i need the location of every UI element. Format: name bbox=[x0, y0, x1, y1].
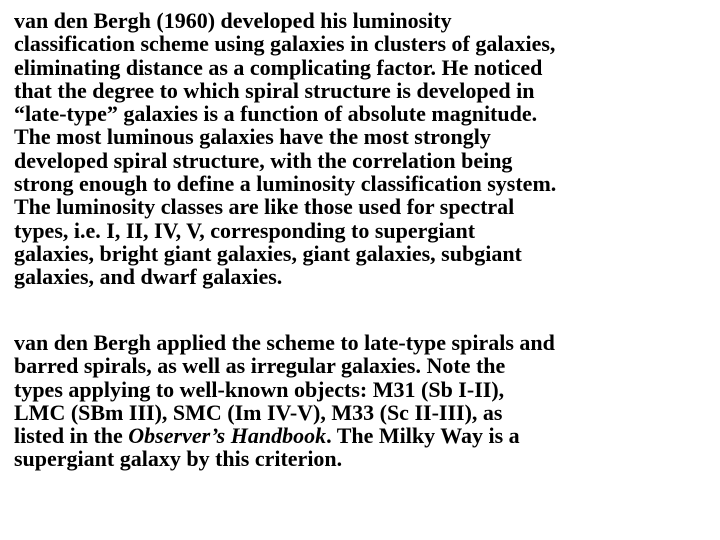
text-line: LMC (SBm III), SMC (Im IV-V), M33 (Sc II-III), as bbox=[14, 399, 503, 425]
text-line: that the degree to which spiral structure is developed in bbox=[14, 77, 535, 103]
text-line: “late-type” galaxies is a function of absolute magnitude. bbox=[14, 101, 538, 127]
text-line: The most luminous galaxies have the most strongly bbox=[14, 124, 491, 150]
text-line-with-citation bbox=[14, 424, 714, 447]
text-line: types, i.e. I, II, IV, V, corresponding to supergiant bbox=[14, 217, 476, 243]
text-line: eliminating distance as a complicating factor. He noticed bbox=[14, 54, 543, 80]
text-line: galaxies, bright giant galaxies, giant galaxies, subgiant bbox=[14, 240, 522, 266]
text-line: developed spiral structure, with the correlation being bbox=[14, 147, 513, 173]
text-line: strong enough to define a luminosity classification system. bbox=[14, 171, 557, 197]
text-line: barred spirals, as well as irregular galaxies. Note the bbox=[14, 353, 506, 379]
paragraph-scheme-application bbox=[14, 331, 714, 471]
text-line: van den Bergh applied the scheme to late-type spirals and bbox=[14, 330, 555, 355]
paragraph-luminosity-classification bbox=[14, 9, 714, 289]
book-title: Observer’s Handbook bbox=[128, 423, 327, 449]
text-line: types applying to well-known objects: M31 (Sb I-II), bbox=[14, 376, 505, 402]
text-fragment: listed in the bbox=[14, 423, 129, 449]
text-line: galaxies, and dwarf galaxies. bbox=[14, 264, 283, 290]
text-line: The luminosity classes are like those used for spectral bbox=[14, 194, 515, 220]
text-line: van den Bergh (1960) developed his luminosity bbox=[14, 8, 452, 33]
text-line: supergiant galaxy by this criterion. bbox=[14, 446, 343, 472]
text-fragment: . The Milky Way is a bbox=[326, 423, 520, 449]
text-line: classification scheme using galaxies in clusters of galaxies, bbox=[14, 31, 556, 57]
